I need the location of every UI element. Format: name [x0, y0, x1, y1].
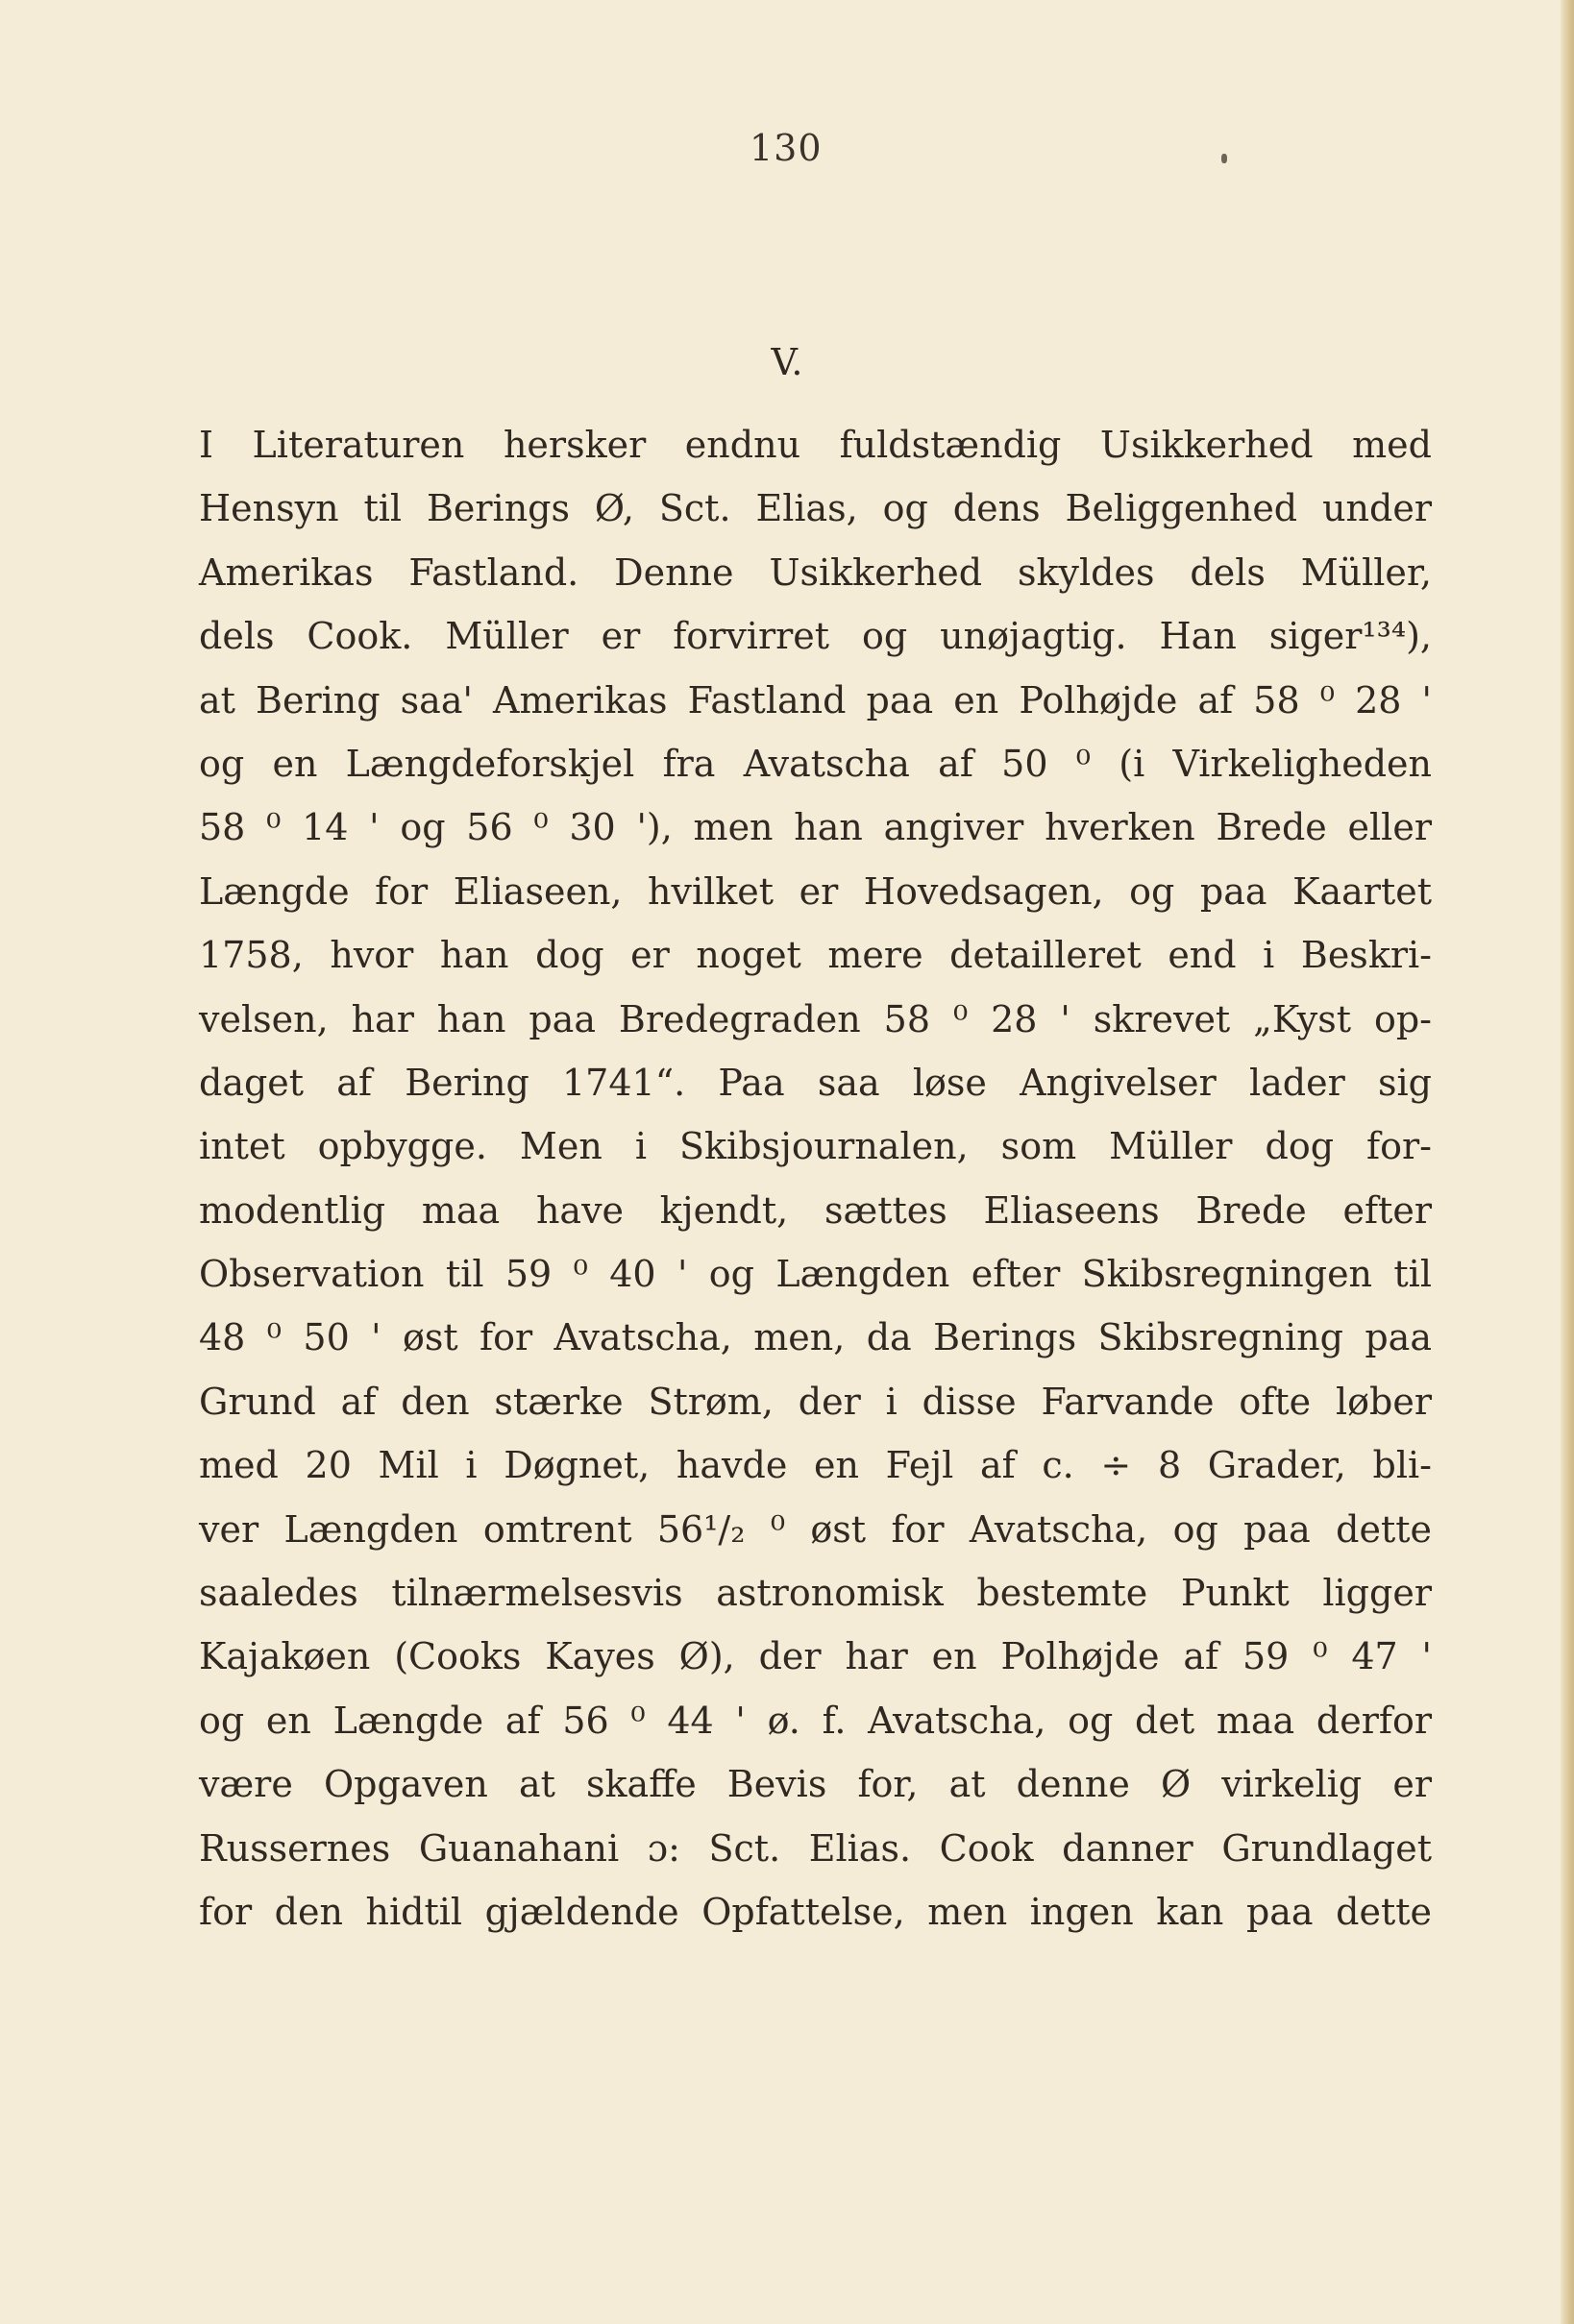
text-line: for den hidtil gjældende Opfattelse, men ingen kan paa dette	[199, 1890, 1432, 1933]
text-line: saaledes tilnærmelsesvis astronomisk bestemte Punkt ligger	[199, 1572, 1432, 1615]
text-line: og en Længdeforskjel fra Avatscha af 50 ⁰ (i Virkeligheden	[199, 742, 1432, 785]
text-line: 48 ⁰ 50 ' øst for Avatscha, men, da Berings Skibsregning paa	[199, 1316, 1432, 1359]
text-line: Længde for Eliaseen, hvilket er Hovedsagen, og paa Kaartet	[199, 869, 1432, 913]
text-line: Russernes Guanahani ɔ: Sct. Elias. Cook danner Grundlaget	[199, 1826, 1432, 1870]
body-text	[199, 413, 1432, 1944]
text-line: 1758, hvor han dog er noget mere detailleret end i Beskri-	[199, 934, 1432, 977]
text-line: modentlig maa have kjendt, sættes Eliaseens Brede efter	[199, 1188, 1432, 1232]
text-line: og en Længde af 56 ⁰ 44 ' ø. f. Avatscha, og det maa derfor	[199, 1699, 1432, 1742]
text-line: Observation til 59 ⁰ 40 ' og Længden efter Skibsregningen til	[199, 1253, 1432, 1296]
text-line: Kajakøen (Cooks Kayes Ø), der har en Polhøjde af 59 ⁰ 47 '	[199, 1635, 1432, 1678]
text-line: Amerikas Fastland. Denne Usikkerhed skyldes dels Müller,	[199, 550, 1432, 594]
text-line: ver Længden omtrent 56¹/₂ ⁰ øst for Avatscha, og paa dette	[199, 1507, 1432, 1551]
text-line: daget af Bering 1741“. Paa saa løse Angivelser lader sig	[199, 1061, 1432, 1104]
text-line: med 20 Mil i Døgnet, havde en Fejl af c. ÷ 8 Grader, bli-	[199, 1444, 1432, 1487]
section-heading: V.	[771, 341, 803, 383]
text-line: 58 ⁰ 14 ' og 56 ⁰ 30 '), men han angiver hverken Brede eller	[199, 806, 1432, 849]
text-line: intet opbygge. Men i Skibsjournalen, som Müller dog for-	[199, 1125, 1432, 1168]
text-line: at Bering saa' Amerikas Fastland paa en Polhøjde af 58 ⁰ 28 '	[199, 678, 1432, 722]
text-line: I Literaturen hersker endnu fuldstændig Usikkerhed med	[199, 424, 1432, 466]
text-line: Grund af den stærke Strøm, der i disse Farvande ofte løber	[199, 1380, 1432, 1423]
text-line: velsen, har han paa Bredegraden 58 ⁰ 28 ' skrevet „Kyst op-	[199, 997, 1432, 1040]
text-line: Hensyn til Berings Ø, Sct. Elias, og dens Beliggenhed under	[199, 487, 1432, 530]
text-line: være Opgaven at skaffe Bevis for, at denne Ø virkelig er	[199, 1763, 1432, 1806]
ink-speck	[1221, 154, 1227, 163]
text-line: dels Cook. Müller er forvirret og unøjagtig. Han siger¹³⁴),	[199, 615, 1432, 658]
page-number: 130	[750, 127, 823, 169]
